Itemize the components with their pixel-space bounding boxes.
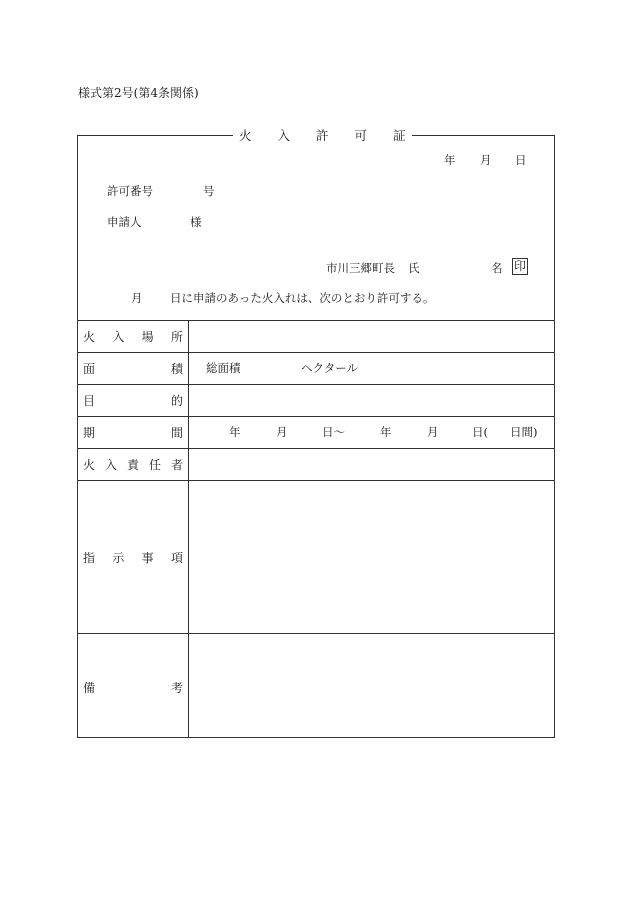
period-start-day: 日〜	[322, 425, 345, 439]
applicant-suffix: 様	[190, 215, 202, 229]
statement-month: 月	[131, 291, 143, 305]
issuer-title: 市川三郷町長	[326, 261, 395, 275]
issuer-mei: 名	[491, 261, 503, 275]
row-label-char: 入	[112, 330, 125, 344]
row-label-instructions	[83, 549, 183, 566]
row-label-char: 目	[83, 394, 96, 408]
row-label-responsible	[83, 456, 183, 473]
form-title-char: 入	[277, 128, 291, 143]
row-divider	[77, 352, 555, 353]
period-days: 日間)	[510, 425, 538, 439]
row-label-purpose	[83, 392, 183, 409]
row-label-char: 備	[83, 681, 96, 695]
seal-char: 印	[514, 259, 527, 273]
row-label-char: 者	[170, 458, 183, 472]
row-label-char: 所	[170, 330, 183, 344]
row-label-char: 積	[170, 362, 183, 376]
table-top-border	[77, 320, 555, 321]
row-label-char: 的	[170, 394, 183, 408]
row-label-char: 考	[170, 681, 183, 695]
period-start-year: 年	[229, 425, 241, 439]
date-month: 月	[480, 153, 492, 167]
row-label-char: 示	[112, 551, 125, 565]
row-label-char: 任	[148, 458, 161, 472]
form-title-char: 証	[393, 128, 406, 143]
period-end-month: 月	[427, 425, 439, 439]
row-label-period	[83, 424, 183, 441]
row-label-char: 項	[170, 551, 183, 565]
period-end-day: 日(	[472, 425, 488, 439]
form-title	[233, 126, 412, 144]
form-title-char: 可	[354, 128, 368, 143]
row-label-area	[83, 360, 183, 377]
row-label-char: 火	[83, 330, 96, 344]
date-year: 年	[444, 153, 456, 167]
date-day: 日	[515, 153, 527, 167]
permit-number-label: 許可番号	[107, 184, 153, 198]
period-start-month: 月	[276, 425, 288, 439]
area-unit: ヘクタール	[301, 361, 359, 375]
row-label-char: 火	[83, 458, 96, 472]
row-label-location	[83, 328, 183, 345]
form-title-char: 火	[239, 128, 252, 143]
period-end-year: 年	[380, 425, 392, 439]
area-prefix: 総面積	[206, 361, 241, 375]
applicant-label: 申請人	[107, 215, 142, 229]
issuer-shi: 氏	[408, 261, 420, 275]
column-divider	[188, 320, 189, 738]
seal-mark	[512, 258, 528, 275]
row-divider	[77, 480, 555, 481]
row-label-char: 責	[126, 458, 139, 472]
form-title-char: 許	[316, 128, 329, 143]
row-label-char: 間	[170, 426, 183, 440]
row-divider	[77, 633, 555, 634]
row-label-char: 指	[83, 551, 96, 565]
row-divider	[77, 448, 555, 449]
row-label-char: 場	[141, 330, 154, 344]
row-divider	[77, 384, 555, 385]
row-label-char: 事	[141, 551, 154, 565]
row-divider	[77, 416, 555, 417]
row-label-char: 期	[83, 426, 96, 440]
row-label-char: 入	[104, 458, 117, 472]
form-number-label: 様式第2号(第4条関係)	[78, 86, 199, 100]
permit-number-suffix: 号	[203, 184, 215, 198]
statement-text: 日に申請のあった火入れは、次のとおり許可する。	[170, 291, 435, 305]
row-label-char: 面	[83, 362, 96, 376]
row-label-remarks	[83, 679, 183, 696]
